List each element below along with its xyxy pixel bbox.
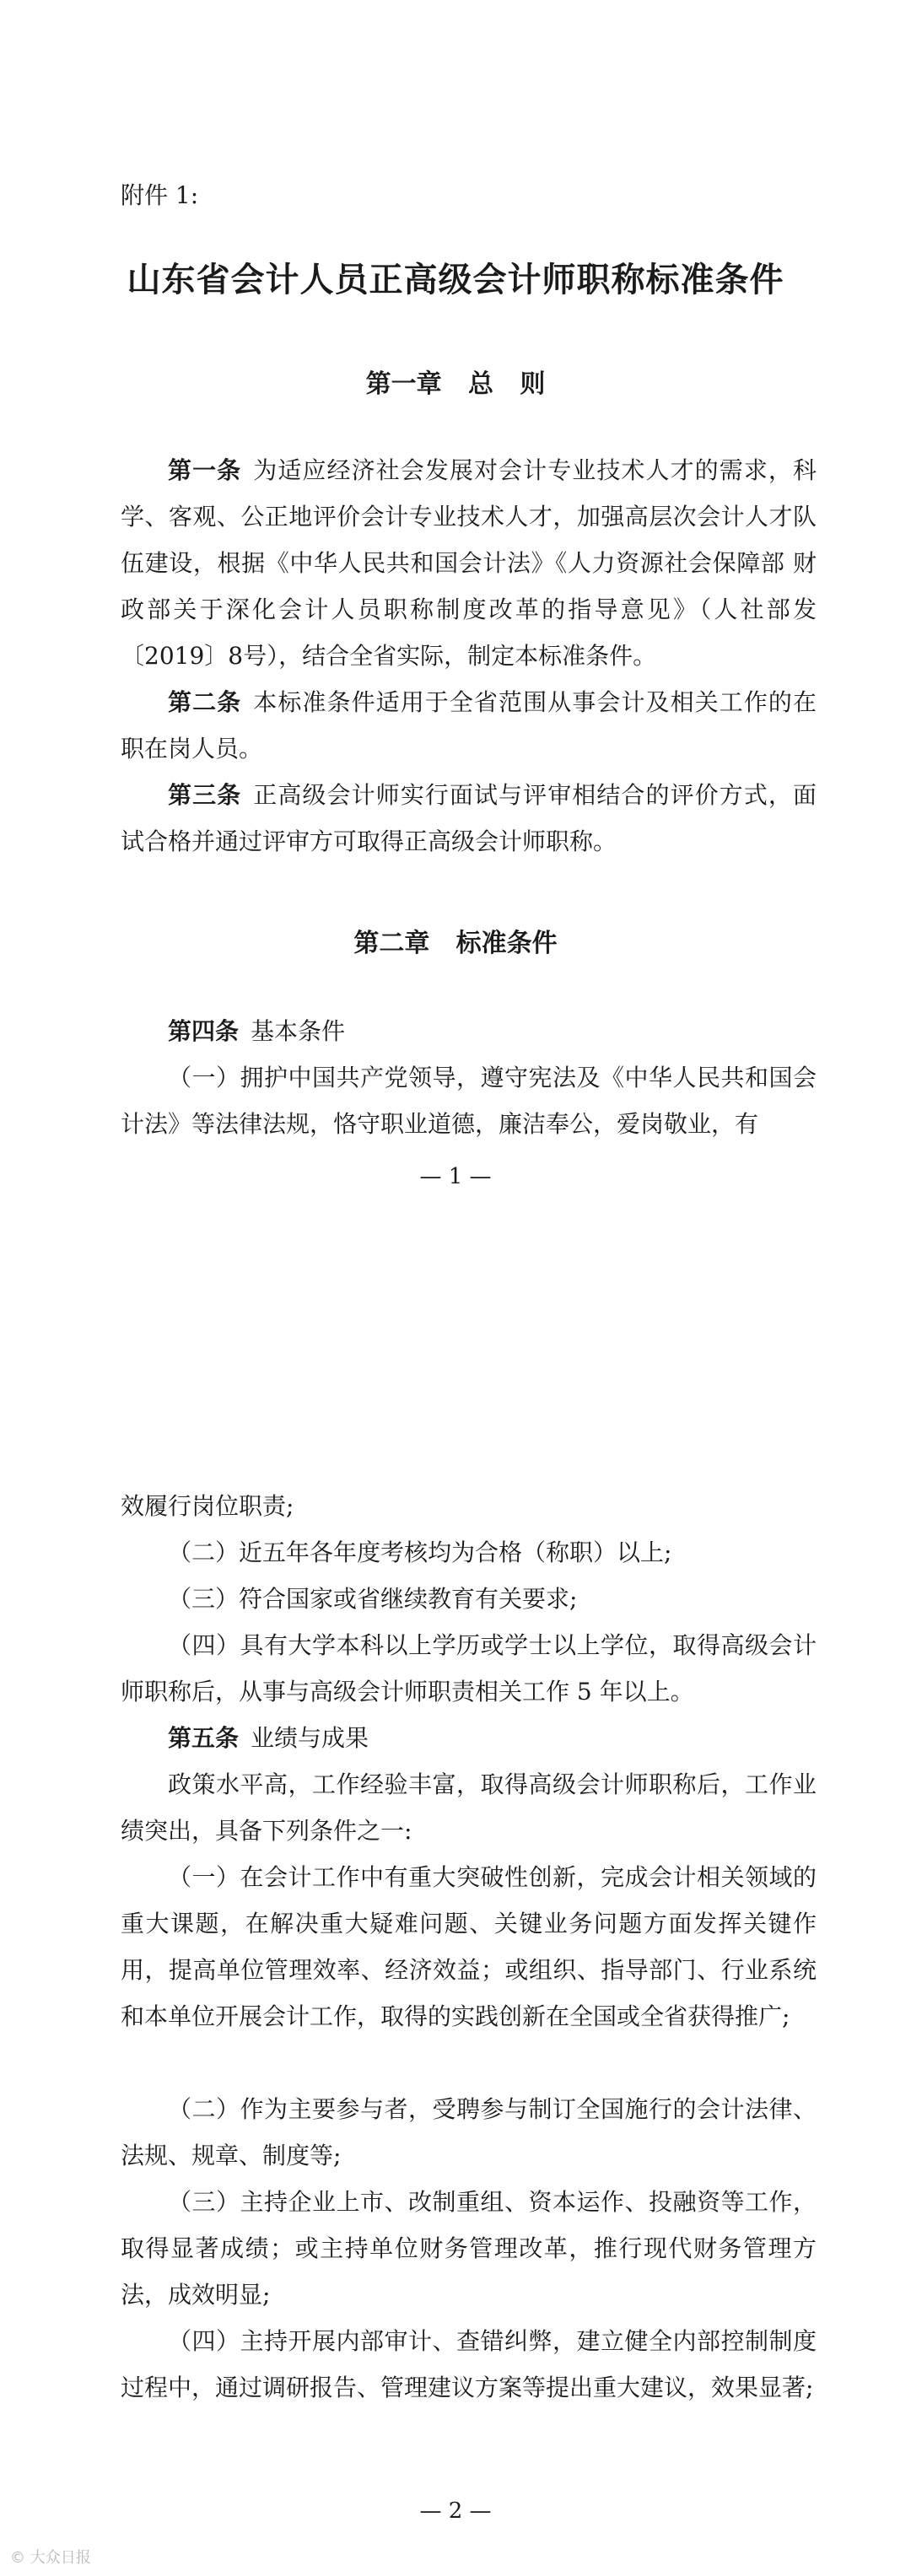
document-page-2 [0,1265,911,2576]
document-title: 山东省会计人员正高级会计师职称标准条件 [127,260,784,299]
article-4-item-3: （三）符合国家或省继续教育有关要求; [168,1585,578,1613]
chapter-heading-1: 第一章 总 则 [365,369,546,399]
article-5-intro: 政策水平高，工作经验丰富，取得高级会计师职称后，工作业绩突出，具备下列条件之一: [121,1770,817,1845]
attachment-label: 附件 1: [121,181,199,209]
article-4 [121,1008,817,1054]
article-label: 第一条 [168,456,242,484]
article-text: 正高级会计师实行面试与评审相结合的评价方式，面试合格并通过评审方可取得正高级会计师职称。 [121,781,817,855]
page-number-2: — 2 — [419,2498,492,2524]
article-label: 第三条 [168,781,242,809]
article-2 [121,679,817,772]
continued-text: 效履行岗位职责; [121,1492,294,1520]
article-label: 第五条 [168,1724,240,1752]
article-4-item-2: （二）近五年各年度考核均为合格（称职）以上; [168,1539,672,1566]
article-text: 为适应经济社会发展对会计专业技术人才的需求，科学、客观、公正地评价会计专业技术人才，加强高层次会计人才队伍建设，根据《中华人民共和国会计法》《人力资源社会保障部 财政部关于深化会计人员职称制度改革的指导意见》（人社部发〔2019〕8号），结合全省实际，制定本标准条件。 [121,456,817,670]
document-page-1 [0,0,911,1223]
article-4-item-4: （四）具有大学本科以上学历或学士以上学位，取得高级会计师职称后，从事与高级会计师职责相关工作 5 年以上。 [121,1631,817,1706]
article-3 [121,772,817,865]
chapter-heading-2: 第二章 标准条件 [353,929,558,958]
article-5-item-3: （三）主持企业上市、改制重组、资本运作、投融资等工作，取得显著成绩；或主持单位财务管理改革，推行现代财务管理方法，成效明显; [121,2188,817,2309]
article-text: 基本条件 [251,1017,346,1045]
article-text: 业绩与成果 [251,1724,369,1752]
article-5-item-4: （四）主持开展内部审计、查错纠弊，建立健全内部控制制度过程中，通过调研报告、管理建议方案等提出重大建议，效果显著; [121,2327,817,2401]
article-text: 本标准条件适用于全省范围从事会计及相关工作的在职在岗人员。 [121,688,817,763]
article-label: 第二条 [168,688,242,716]
article-5-item-1: （一）在会计工作中有重大突破性创新，完成会计相关领域的重大课题，在解决重大疑难问题、关键业务问题方面发挥关键作用，提高单位管理效率、经济效益；或组织、指导部门、行业系统和本单位开展会计工作，取得的实践创新在全国或全省获得推广; [121,1863,817,2030]
source-watermark: © 大众日报 [10,2549,91,2567]
article-label: 第四条 [168,1017,240,1045]
page-number-1: — 1 — [419,1164,492,1189]
article-5 [121,1715,817,1761]
article-4-item-1: （一）拥护中国共产党领导，遵守宪法及《中华人民共和国会计法》等法律法规，恪守职业道德，廉洁奉公，爱岗敬业，有 [121,1064,817,1138]
article-5-item-2: （二）作为主要参与者，受聘参与制订全国施行的会计法律、法规、规章、制度等; [121,2095,817,2169]
article-1 [121,447,817,679]
